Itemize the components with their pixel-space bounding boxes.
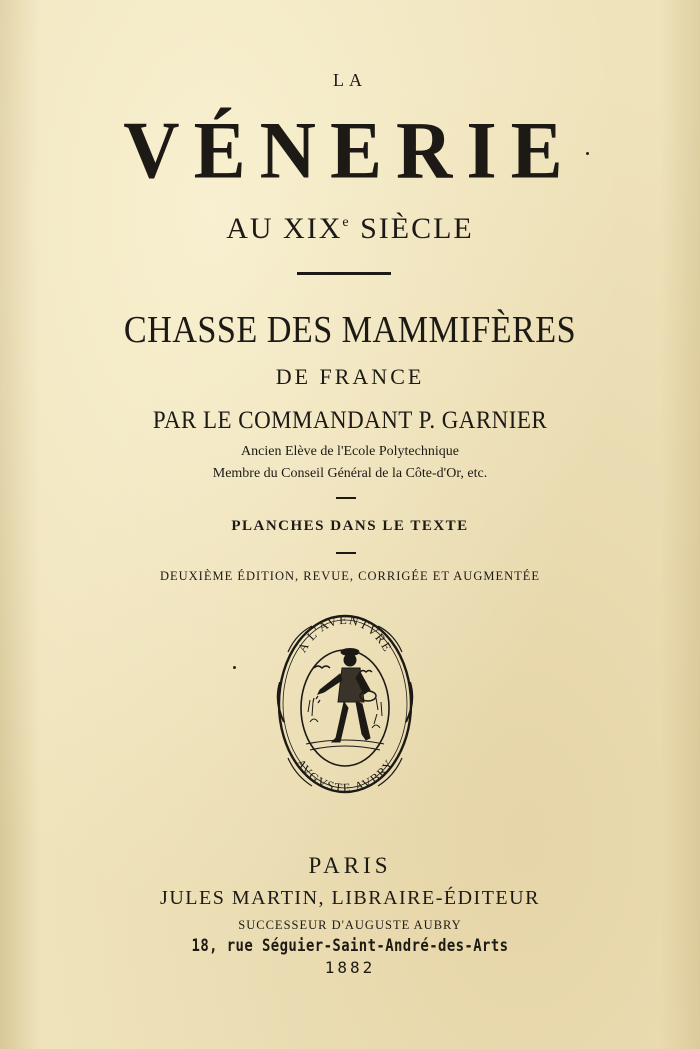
short-divider <box>336 497 356 499</box>
author-line: PAR LE COMMANDANT P. GARNIER <box>152 407 548 434</box>
author-credential: Membre du Conseil Général de la Côte-d'Or, etc. <box>212 466 488 481</box>
section-heading: CHASSE DES MAMMIFÈRES <box>123 309 577 351</box>
short-divider <box>336 552 356 554</box>
imprint-city: PARIS <box>308 853 392 878</box>
sower-figure <box>313 649 376 743</box>
printers-mark <box>274 612 416 796</box>
subtitle-main: AU XIX <box>226 212 343 245</box>
imprint-publisher: JULES MARTIN, LIBRAIRE-ÉDITEUR <box>160 887 540 909</box>
book-subtitle <box>0 212 700 246</box>
title-article: LA <box>333 70 367 90</box>
book-title: VÉNERIE <box>123 103 577 196</box>
plates-note: PLANCHES DANS LE TEXTE <box>231 518 469 534</box>
paper-speck <box>233 666 236 669</box>
subtitle-end: SIÈCLE <box>350 212 474 245</box>
emblem-motto-top: A L'AVENTVRE <box>295 612 395 655</box>
title-divider <box>297 272 391 275</box>
printers-mark-emblem <box>274 612 416 796</box>
author-credential: Ancien Elève de l'Ecole Polytechnique <box>241 444 459 459</box>
imprint-successor: SUCCESSEUR D'AUGUSTE AUBRY <box>238 918 462 932</box>
emblem-motto-bottom: AVGVSTE AVBRY <box>293 756 397 796</box>
imprint-year: 1882 <box>324 958 376 977</box>
imprint-address: 18, rue Séguier-Saint-André-des-Arts <box>191 936 509 956</box>
paper-speck <box>586 152 589 155</box>
edition-note: DEUXIÈME ÉDITION, REVUE, CORRIGÉE ET AUGMENTÉE <box>159 569 541 583</box>
subtitle-superscript: e <box>342 215 351 230</box>
section-subheading: DE FRANCE <box>275 364 425 389</box>
